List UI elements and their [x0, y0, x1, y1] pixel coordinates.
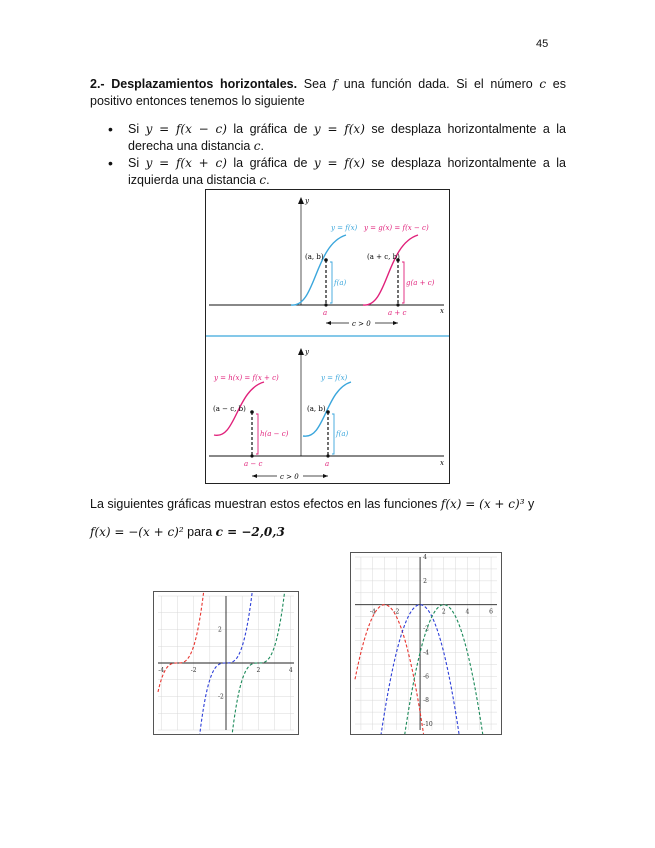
bullet-text: se desplaza horizontalmente a la izquierda una distancia: [128, 156, 566, 187]
cubic-plot: [153, 591, 299, 735]
y-tick-label: 2: [218, 626, 222, 634]
top-label-f: y = f(x): [331, 224, 358, 232]
intro-text-3: es positivo entonces tenemos lo siguiente: [90, 77, 566, 108]
top-brace-f: [330, 262, 332, 303]
x-tick-label: -4: [158, 667, 165, 674]
bullet-text: Si: [128, 156, 146, 170]
y-tick-label: 2: [423, 577, 427, 585]
y-tick-label: -4: [423, 649, 429, 657]
caption-text: La siguientes gráficas muestran estos efectos en las funciones: [90, 497, 441, 511]
top-text-gac: g(a + c): [406, 279, 435, 287]
x-tick-label: 6: [489, 608, 493, 616]
section-heading: 2.- Desplazamientos horizontales.: [90, 77, 298, 91]
equation-cubic: f(x) = (x + c)³: [440, 497, 525, 511]
bullet-text: .: [266, 173, 270, 187]
math-c: c: [253, 139, 261, 153]
top-y-arrow-icon: [298, 197, 304, 204]
bottom-shift-label: c > 0: [280, 473, 299, 481]
bottom-text-ab: (a, b): [307, 405, 326, 413]
x-tick-label: 2: [256, 667, 261, 674]
bullet-text: Si: [128, 122, 146, 136]
top-shift-arrow-right-icon: [393, 321, 398, 325]
y-tick-label: -8: [423, 697, 429, 705]
bottom-text-fa: f(a): [336, 430, 349, 438]
y-tick-label: -6: [423, 673, 429, 681]
bottom-brace-f: [332, 414, 334, 454]
top-brace-g: [402, 262, 404, 303]
bullet-text: .: [260, 139, 264, 153]
top-text-fa: f(a): [334, 279, 347, 287]
intro-text-1: Sea: [297, 77, 333, 91]
x-tick-label: 2: [441, 608, 446, 616]
bottom-tick-a: a: [325, 460, 330, 468]
caption-text: y: [524, 497, 535, 511]
y-tick-label: -10: [423, 721, 433, 729]
cubic-plot-svg: [154, 592, 298, 734]
caption-text: para: [183, 525, 216, 539]
equation: y = f(x − c): [145, 122, 227, 136]
x-tick-label: -2: [190, 667, 197, 674]
caption-line-1: [90, 496, 566, 513]
bottom-y-label: y: [305, 348, 309, 356]
bullet-item-left: [106, 155, 566, 189]
top-shift-arrow-left-icon: [326, 321, 331, 325]
bullet-text: la gráfica de: [226, 122, 314, 136]
y-tick-label: -2: [218, 693, 224, 701]
page-number: 45: [536, 38, 549, 50]
bullet-text: se desplaza horizontalmente a la derecha una distancia: [128, 122, 566, 153]
bottom-shift-arrow-left-icon: [252, 474, 257, 478]
top-point-ac: [396, 303, 399, 306]
x-tick-label: 4: [288, 667, 293, 674]
x-tick-label: -4: [369, 608, 376, 616]
top-text-acb: (a + c, b): [367, 253, 400, 261]
bottom-text-acb: (a − c, b): [213, 405, 246, 413]
top-x-label: x: [440, 307, 444, 315]
math-f: f: [332, 77, 338, 91]
top-point-ab: [324, 258, 328, 262]
top-curve-g: [363, 235, 418, 305]
equation: y = f(x): [313, 156, 365, 170]
caption-line-2: [90, 524, 566, 541]
series-line: [355, 605, 424, 734]
y-tick-label: 4: [423, 554, 427, 561]
top-shift-label: c > 0: [352, 320, 371, 328]
bottom-point-acb: [250, 410, 254, 414]
quadratic-plot: [350, 552, 502, 735]
shift-illustration-svg: [206, 190, 449, 483]
bottom-brace-h: [256, 414, 258, 454]
quadratic-plot-svg: [351, 553, 501, 734]
x-tick-label: -2: [393, 608, 400, 616]
top-tick-a: a: [323, 309, 328, 317]
bullet-list: [106, 121, 566, 189]
bottom-label-h: y = h(x) = f(x + c): [214, 374, 279, 382]
bottom-text-hac: h(a − c): [260, 430, 289, 438]
equation-quadratic: f(x) = −(x + c)²: [90, 525, 184, 539]
bullet-text: la gráfica de: [226, 156, 314, 170]
top-text-ab: (a, b): [305, 253, 324, 261]
bottom-point-a: [326, 454, 329, 457]
x-tick-label: 4: [465, 608, 470, 616]
top-curve-f: [291, 235, 346, 305]
bottom-tick-amc: a − c: [244, 460, 263, 468]
equation: y = f(x): [313, 122, 365, 136]
bottom-label-f: y = f(x): [321, 374, 348, 382]
bottom-point-ab: [326, 410, 330, 414]
shift-illustration: [205, 189, 450, 484]
top-y-label: y: [305, 197, 309, 205]
bottom-x-label: x: [440, 459, 444, 467]
intro-text-2: una función dada. Si el número: [337, 77, 540, 91]
top-point-a: [324, 303, 327, 306]
bottom-y-arrow-icon: [298, 348, 304, 355]
top-tick-ac: a + c: [388, 309, 407, 317]
bottom-shift-arrow-right-icon: [323, 474, 328, 478]
series-line: [158, 592, 204, 692]
section-intro: [90, 76, 566, 110]
top-label-g: y = g(x) = f(x − c): [364, 224, 429, 232]
bullet-item-right: [106, 121, 566, 155]
equation-c-values: c = −2,0,3: [215, 525, 285, 539]
y-tick-label: -2: [423, 625, 429, 633]
math-c: c: [539, 77, 547, 91]
bottom-point-amc: [250, 454, 253, 457]
equation: y = f(x + c): [145, 156, 227, 170]
math-c: c: [259, 173, 267, 187]
